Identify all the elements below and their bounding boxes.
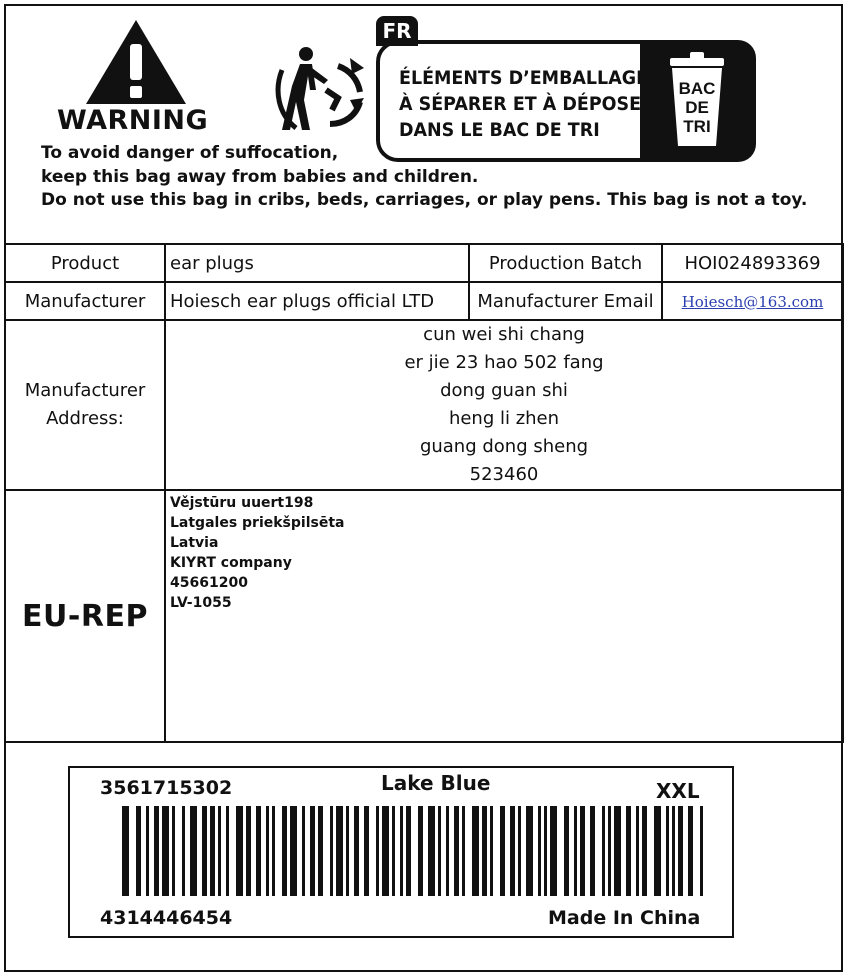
barcode-bar — [490, 806, 493, 896]
barcode-bar — [406, 806, 411, 896]
warning-line-1: To avoid danger of suffocation, — [41, 143, 339, 163]
barcode-bar — [418, 806, 423, 896]
eu-rep-value-cell — [165, 490, 843, 742]
barcode-origin: Made In China — [548, 907, 701, 929]
barcode-bar — [256, 806, 261, 896]
bin-text-2: DE — [685, 98, 709, 117]
product-value: ear plugs — [165, 244, 469, 282]
barcode-bar — [700, 806, 703, 896]
barcode-bar — [654, 806, 661, 896]
table-row — [5, 320, 843, 490]
barcode-code-top: 3561715302 — [100, 777, 233, 799]
barcode-bar — [282, 806, 287, 896]
eu-line-2: Latgales priekšpilsēta — [170, 515, 345, 531]
barcode-bar — [364, 806, 369, 896]
barcode-bar — [354, 806, 359, 896]
barcode-bar — [290, 806, 297, 896]
barcode-bar — [438, 806, 441, 896]
barcode-bar — [472, 806, 479, 896]
address-value-cell — [165, 320, 843, 490]
table-row — [5, 244, 843, 282]
barcode-bar — [672, 806, 675, 896]
barcode-bar — [580, 806, 585, 896]
barcode-bar — [482, 806, 487, 896]
bin-text-1: BAC — [678, 79, 716, 98]
barcode-bar — [590, 806, 595, 896]
barcode-bar — [310, 806, 315, 896]
address-label-1: Manufacturer — [24, 380, 146, 401]
email-label: Manufacturer Email — [469, 282, 662, 320]
barcode-bar — [550, 806, 557, 896]
barcode-bar — [500, 806, 505, 896]
barcode-bar — [400, 806, 403, 896]
barcode-bar — [210, 806, 215, 896]
barcode-bar — [510, 806, 515, 896]
barcode-bar — [190, 806, 197, 896]
table-row — [5, 490, 843, 742]
barcode-bar — [538, 806, 541, 896]
barcode-bar — [392, 806, 395, 896]
fr-line-3: DANS LE BAC DE TRI — [399, 119, 600, 141]
barcode-code-bottom: 4314446454 — [100, 907, 233, 929]
barcode-bar — [218, 806, 221, 896]
barcode-bar — [688, 806, 693, 896]
barcode-bar — [678, 806, 683, 896]
barcode-bar — [614, 806, 621, 896]
barcode-bar — [302, 806, 305, 896]
barcode-bar — [154, 806, 159, 896]
address-label-cell — [5, 320, 165, 490]
barcode-bar — [226, 806, 229, 896]
barcode-bar — [246, 806, 251, 896]
barcode-bar — [382, 806, 389, 896]
barcode-bar — [346, 806, 349, 896]
product-label: Product — [5, 244, 165, 282]
address-line-4: heng li zhen — [448, 408, 560, 429]
fr-country-tag: FR — [376, 16, 418, 46]
barcode-bar — [642, 806, 647, 896]
barcode-bar — [608, 806, 611, 896]
triman-recycle-icon — [272, 40, 372, 140]
barcode-bar — [574, 806, 577, 896]
barcode-bar — [330, 806, 333, 896]
address-line-2: er jie 23 hao 502 fang — [404, 352, 604, 373]
fr-line-2: À SÉPARER ET À DÉPOSER — [399, 93, 655, 115]
batch-label: Production Batch — [469, 244, 662, 282]
address-line-1: cun wei shi chang — [423, 324, 585, 345]
eu-line-6: LV-1055 — [170, 595, 232, 611]
barcode-bar — [564, 806, 569, 896]
warning-title: WARNING — [57, 105, 209, 136]
product-info-table — [4, 243, 844, 743]
manufacturer-label: Manufacturer — [5, 282, 165, 320]
warning-triangle-icon — [84, 18, 188, 106]
barcode-color: Lake Blue — [381, 771, 491, 795]
barcode-bar — [526, 806, 533, 896]
address-line-3: dong guan shi — [440, 380, 568, 401]
warning-line-3: Do not use this bag in cribs, beds, carriages, or play pens. This bag is not a toy. — [41, 190, 808, 210]
batch-value: HOI024893369 — [662, 244, 843, 282]
barcode-bar — [602, 806, 605, 896]
barcode-bar — [336, 806, 343, 896]
email-link[interactable]: Hoiesch@163.com — [681, 292, 824, 311]
barcode-bar — [376, 806, 379, 896]
table-row — [5, 282, 843, 320]
barcode-bar — [454, 806, 459, 896]
bin-text-3: TRI — [683, 117, 711, 136]
barcode-bar — [636, 806, 639, 896]
eu-rep-label: EU-REP — [22, 598, 148, 634]
barcode-bar — [428, 806, 435, 896]
barcode-bar — [146, 806, 149, 896]
barcode-bar — [202, 806, 207, 896]
fr-line-1: ÉLÉMENTS D’EMBALLAGE — [399, 67, 649, 89]
barcode-bar — [236, 806, 243, 896]
eu-line-5: 45661200 — [170, 575, 248, 591]
sorting-bin-icon — [664, 50, 730, 150]
barcode-bar — [266, 806, 269, 896]
address-line-5: guang dong sheng — [419, 436, 589, 457]
eu-line-4: KIYRT company — [170, 555, 292, 571]
address-label-2: Address: — [46, 408, 124, 429]
barcode-bar — [518, 806, 521, 896]
barcode-bar — [626, 806, 631, 896]
barcode-size: XXL — [656, 779, 700, 803]
eu-rep-label-cell — [5, 490, 165, 742]
barcode-bar — [172, 806, 175, 896]
barcode-bar — [666, 806, 669, 896]
manufacturer-value: Hoiesch ear plugs official LTD — [165, 282, 469, 320]
barcode-bar — [462, 806, 465, 896]
barcode-bar — [272, 806, 275, 896]
barcode-bar — [162, 806, 169, 896]
barcode-bar — [318, 806, 323, 896]
barcode-bar — [182, 806, 185, 896]
eu-line-1: Vějstūru uuert198 — [170, 495, 314, 511]
barcode-bar — [446, 806, 449, 896]
warning-line-2: keep this bag away from babies and children. — [41, 167, 479, 187]
barcode-bar — [544, 806, 547, 896]
eu-line-3: Latvia — [170, 535, 219, 551]
address-line-6: 523460 — [469, 464, 539, 485]
barcode-bar — [136, 806, 141, 896]
barcode-bar — [122, 806, 129, 896]
